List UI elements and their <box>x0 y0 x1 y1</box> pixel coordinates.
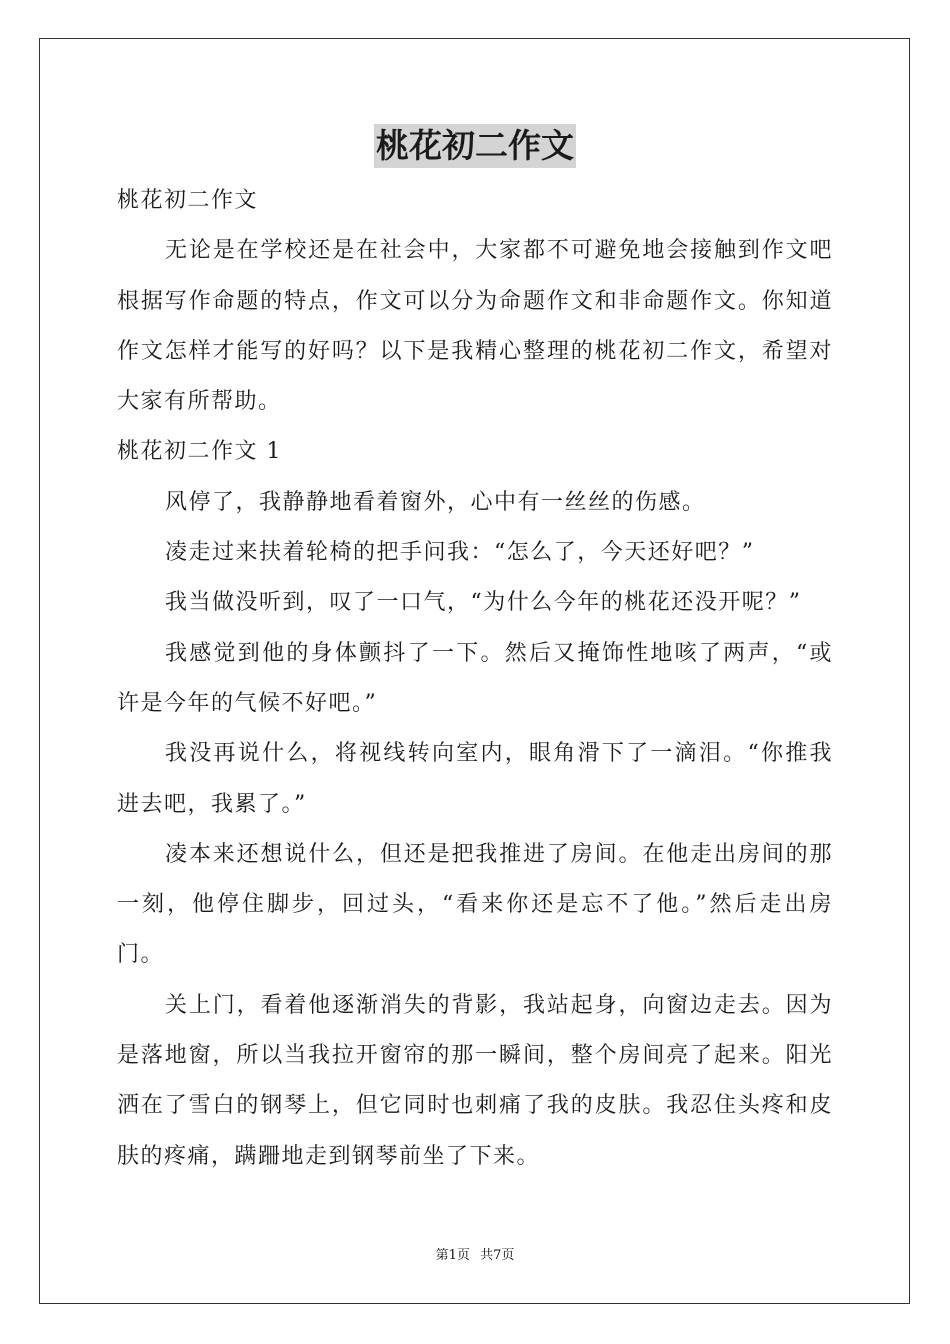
intro-paragraph: 无论是在学校还是在社会中，大家都不可避免地会接触到作文吧根据写作命题的特点，作文可以分为命题作文和非命题作文。你知道作文怎样才能写的好吗？以下是我精心整理的桃花初二作文，希望对大家有所帮助。 <box>117 238 833 415</box>
story-paragraph: 凌本来还想说什么，但还是把我推进了房间。在他走出房间的那一刻，他停住脚步，回过头，“看来你还是忘不了他。”然后走出房门。 <box>117 841 833 968</box>
document-subtitle: 桃花初二作文 <box>117 188 259 213</box>
page-total: 共7页 <box>480 1248 515 1263</box>
story-paragraph: 我感觉到他的身体颤抖了一下。然后又掩饰性地咳了两声，“或许是今年的气候不好吧。” <box>117 640 833 716</box>
section-heading: 桃花初二作文 1 <box>117 439 282 465</box>
story-paragraph: 关上门，看着他逐渐消失的背影，我站起身，向窗边走去。因为是落地窗，所以当我拉开窗帘的那一瞬间，整个房间亮了起来。阳光洒在了雪白的钢琴上，但它同时也刺痛了我的皮肤。我忍住头疼和皮肤的疼痛，蹒跚地走到钢琴前坐了下来。 <box>117 992 833 1169</box>
story-paragraph: 我当做没听到，叹了一口气，“为什么今年的桃花还没开呢？” <box>165 590 802 616</box>
page-number: 第1页 <box>435 1248 470 1263</box>
title-container <box>0 124 950 168</box>
page-footer <box>0 1247 950 1265</box>
document-title: 桃花初二作文 <box>374 124 576 168</box>
document-body <box>117 176 833 1182</box>
story-paragraph: 我没再说什么，将视线转向室内，眼角滑下了一滴泪。“你推我进去吧，我累了。” <box>117 741 833 817</box>
story-paragraph: 凌走过来扶着轮椅的把手问我：“怎么了，今天还好吧？” <box>165 540 755 566</box>
story-paragraph: 风停了，我静静地看着窗外，心中有一丝丝的伤感。 <box>165 489 706 515</box>
